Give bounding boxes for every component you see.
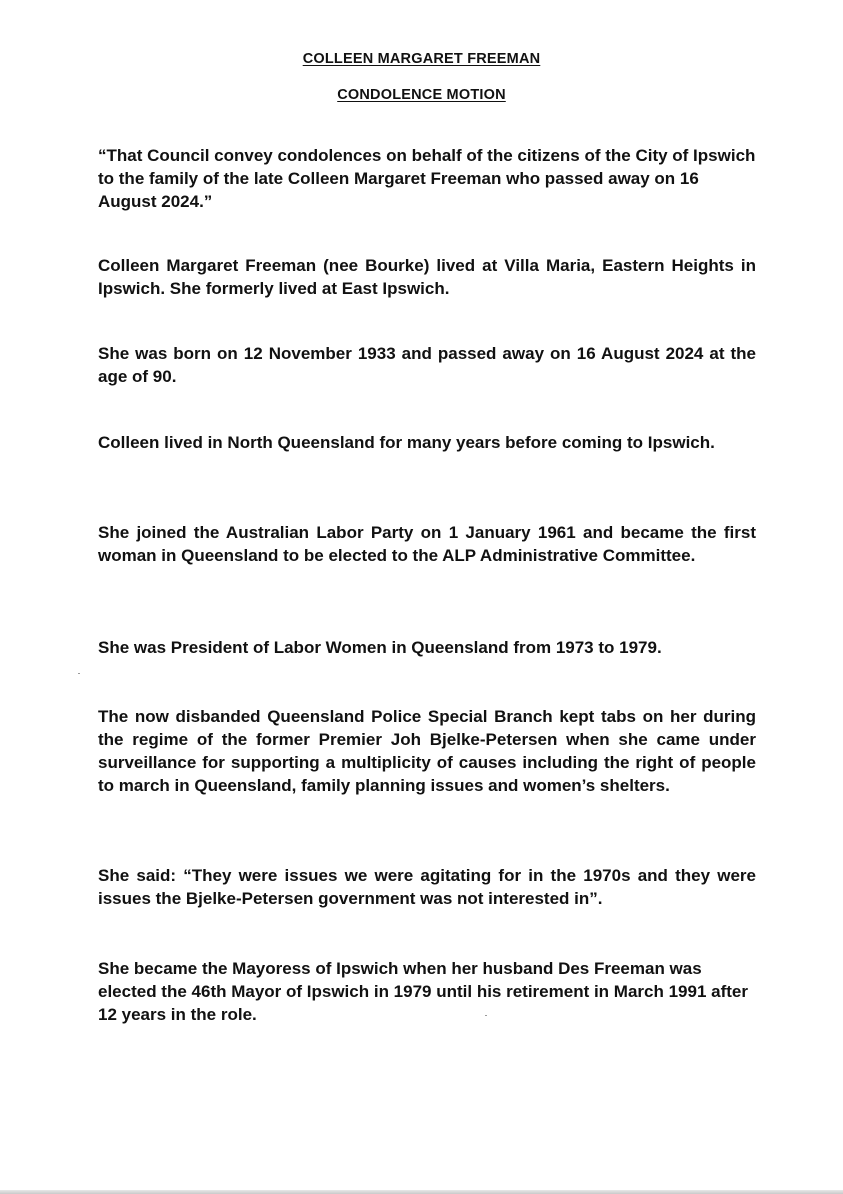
scan-speck (485, 1015, 487, 1016)
paragraph-residence: Colleen Margaret Freeman (nee Bourke) lived at Villa Maria, Eastern Heights in Ipswich. She formerly lived at East Ipswich. (98, 256, 756, 298)
paragraph-mayoress: She became the Mayoress of Ipswich when her husband Des Freeman was elected the 46th Mayor of Ipswich in 1979 until his retirement in March 1991 after 12 years in the role. (98, 959, 748, 1024)
scan-speck (78, 673, 80, 674)
paragraph-labor-party: She joined the Australian Labor Party on 1 January 1961 and became the first woman in Queensland to be elected to the ALP Administrative Committee. (98, 523, 756, 565)
paragraph-special-branch: The now disbanded Queensland Police Special Branch kept tabs on her during the regime of the former Premier Joh Bjelke-Petersen when she came under surveillance for supporting a multiplicity of causes including the right of people to march in Queensland, family planning issues and women’s shelters. (98, 707, 756, 795)
paragraph-quote: She said: “They were issues we were agitating for in the 1970s and they were issues the Bjelke-Petersen government was not interested in”. (98, 866, 756, 908)
paragraph-birth: She was born on 12 November 1933 and passed away on 16 August 2024 at the age of 90. (98, 344, 756, 386)
paragraph-labor-women: She was President of Labor Women in Queensland from 1973 to 1979. (98, 638, 662, 657)
scan-edge (0, 1190, 843, 1194)
motion-statement: “That Council convey condolences on behalf of the citizens of the City of Ipswich to the family of the late Colleen Margaret Freeman who passed away on 16 August 2024.” (98, 146, 756, 211)
paragraph-north-queensland: Colleen lived in North Queensland for many years before coming to Ipswich. (98, 433, 715, 452)
document-subtitle: CONDOLENCE MOTION (337, 87, 506, 103)
document-title: COLLEEN MARGARET FREEMAN (302, 51, 541, 67)
